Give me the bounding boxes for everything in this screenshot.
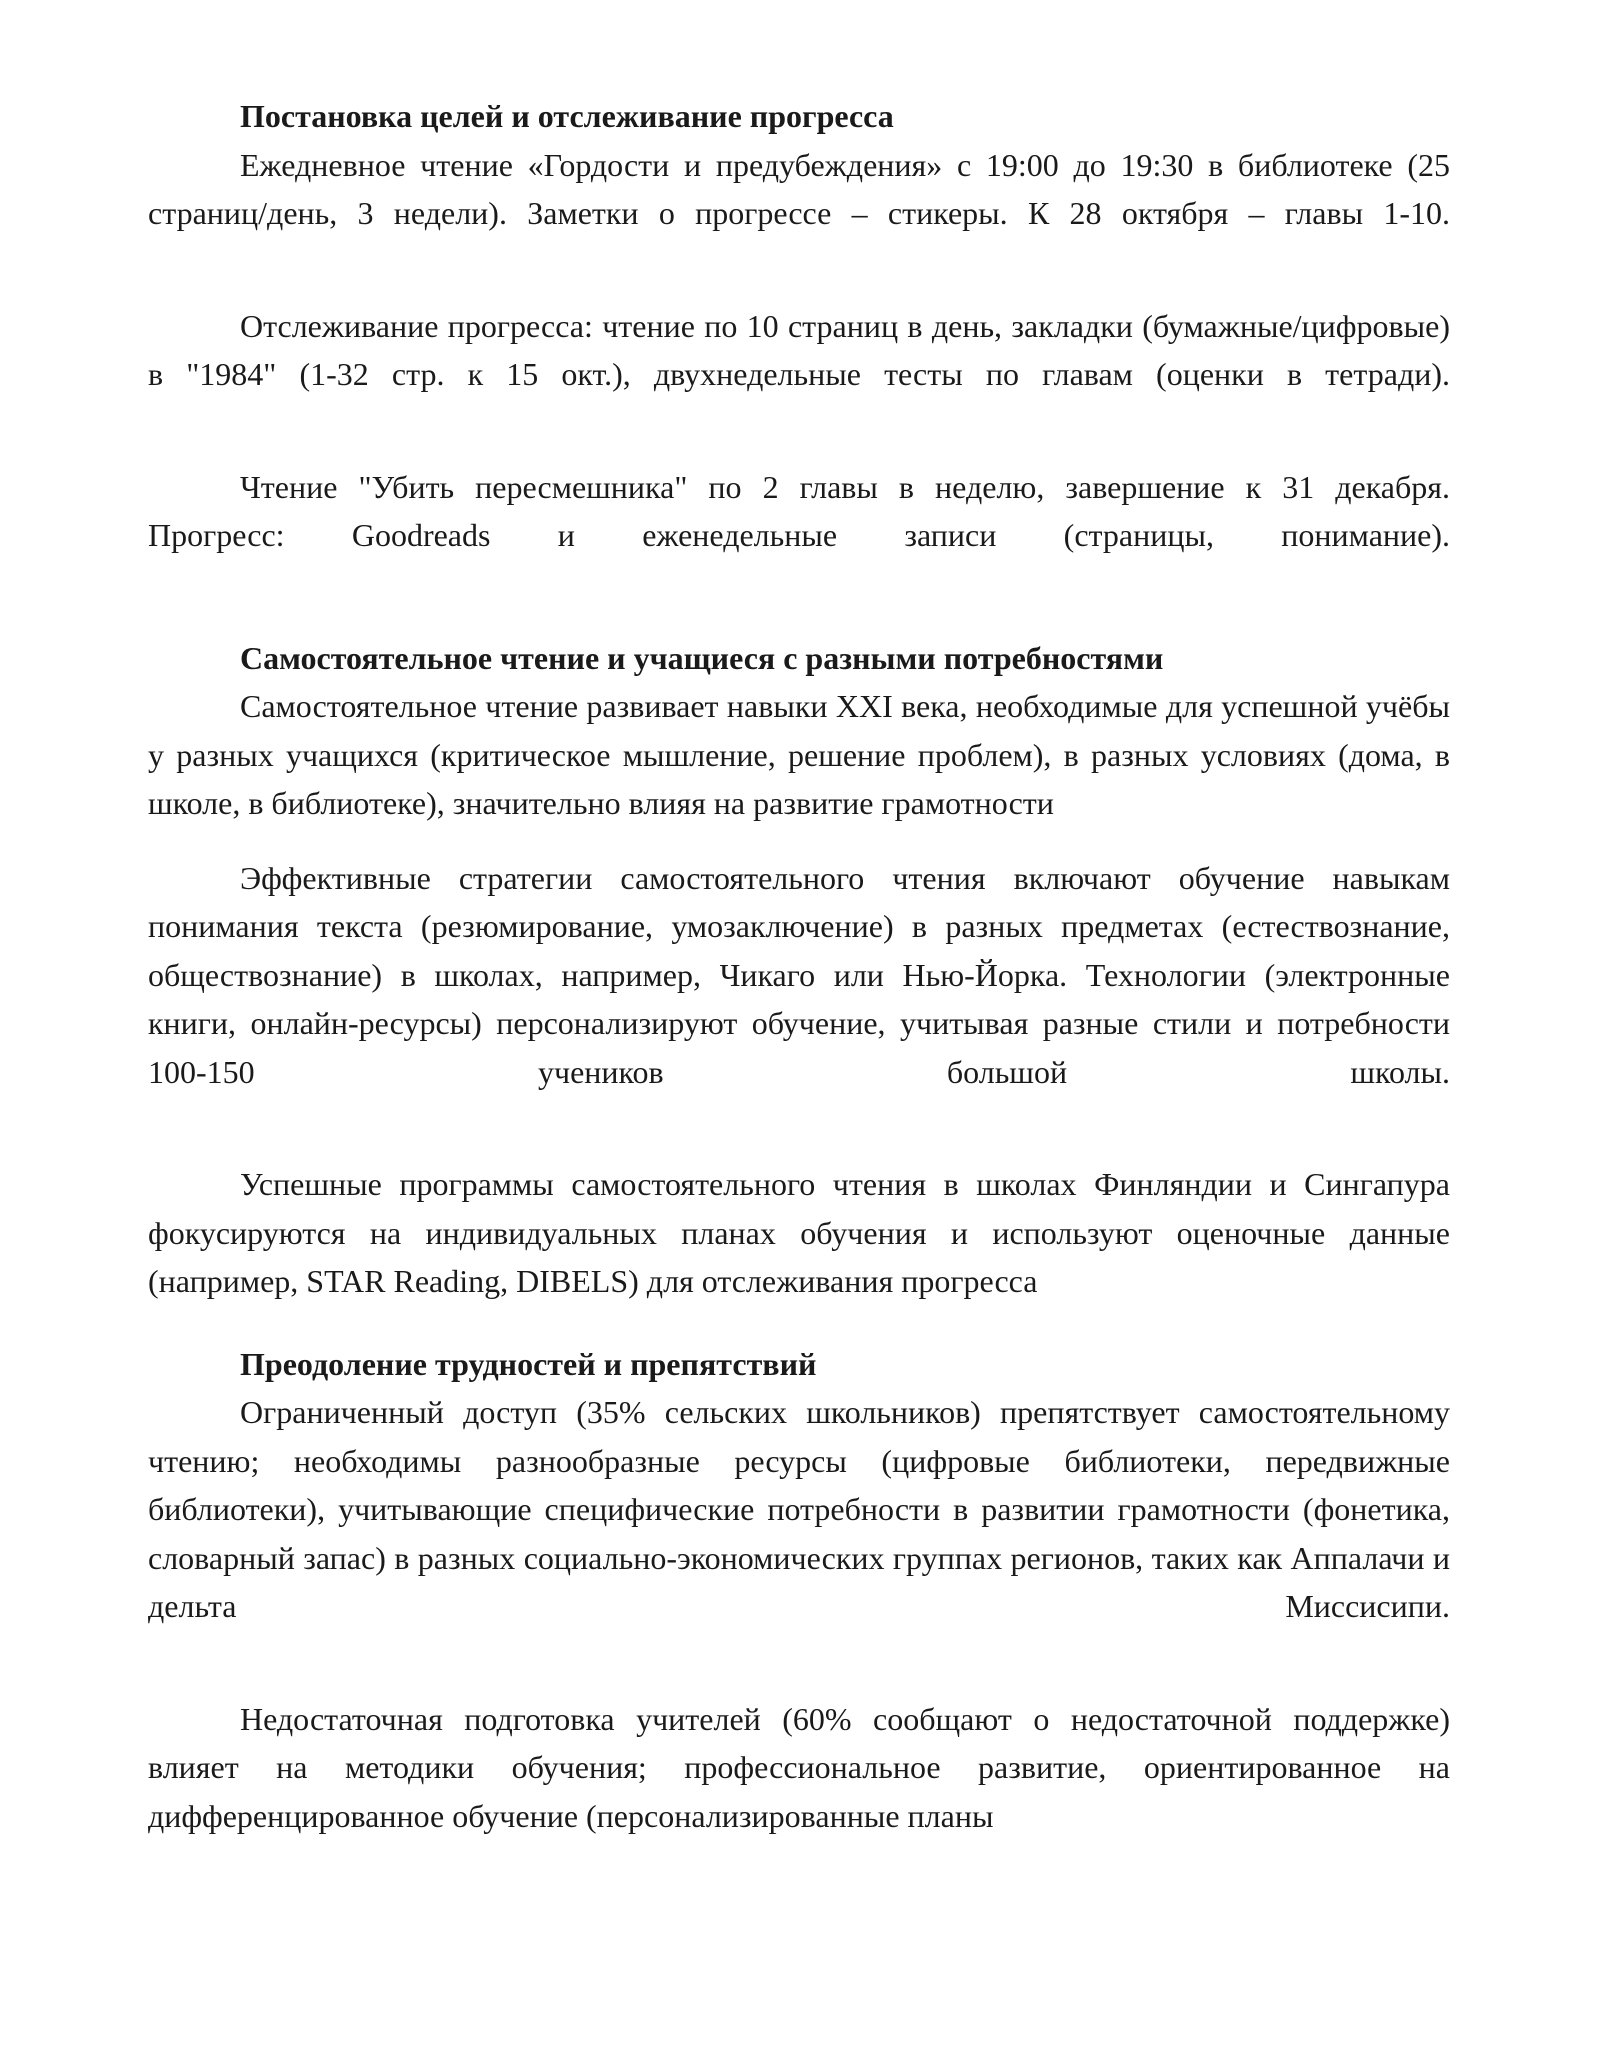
document-page (148, 92, 1450, 1840)
paragraph-independent-3: Успешные программы самостоятельного чтения в школах Финляндии и Сингапура фокусируются на индивидуальных планах обучения и используют оценочные данные (например, STAR Reading, DIBELS) для отслеживания прогресса (148, 1166, 1450, 1299)
paragraph-independent-2: Эффективные стратегии самостоятельного чтения включают обучение навыкам понимания текста (резюмирование, умозаключение) в разных предметах (естествознание, обществознание) в школах, например, Чикаго или Нью-Йорка. Технологии (электронные книги, онлайн-ресурсы) персонализируют обучение, учитывая разные стили и потребности 100-150 учеников большой школы. (148, 859, 1450, 1090)
paragraph-challenges-2: Недостаточная подготовка учителей (60% сообщают о недостаточной поддержке) влияет на методики обучения; профессиональное развитие, ориентированное на дифференцированное обучение (персонализированные планы (148, 1700, 1450, 1834)
paragraph-goals-2: Отслеживание прогресса: чтение по 10 страниц в день, закладки (бумажные/цифровые) в "1984" (1-32 стр. к 15 окт.), двухнедельные тесты по главам (оценки в тетради). (148, 307, 1450, 392)
section-heading-independent-reading: Самостоятельное чтение и учащиеся с разными потребностями (240, 639, 1164, 676)
paragraph-challenges-1: Ограниченный доступ (35% сельских школьников) препятствует самостоятельному чтению; необходимы разнообразные ресурсы (цифровые библиотеки, передвижные библиотеки), учитывающие специфические потребности в развитии грамотности (фонетика, словарный запас) в разных социально-экономических группах регионов, таких как Аппалачи и дельта Миссисипи. (148, 1394, 1450, 1624)
section-heading-challenges: Преодоление трудностей и препятствий (240, 1345, 817, 1382)
paragraph-goals-3: Чтение "Убить пересмешника" по 2 главы в неделю, завершение к 31 декабря. Прогресс: Goodreads и еженедельные записи (страницы, понимание). (148, 468, 1450, 553)
section-heading-goals: Постановка целей и отслеживание прогресса (240, 98, 894, 134)
paragraph-goals-1: Ежедневное чтение «Гордости и предубеждения» с 19:00 до 19:30 в библиотеке (25 страниц/день, 3 недели). Заметки о прогрессе – стикеры. К 28 октября – главы 1-10. (148, 146, 1450, 231)
paragraph-independent-1: Самостоятельное чтение развивает навыки XXI века, необходимые для успешной учёбы у разных учащихся (критическое мышление, решение проблем), в разных условиях (дома, в школе, в библиотеке), значительно влияя на развитие грамотности (148, 688, 1450, 821)
